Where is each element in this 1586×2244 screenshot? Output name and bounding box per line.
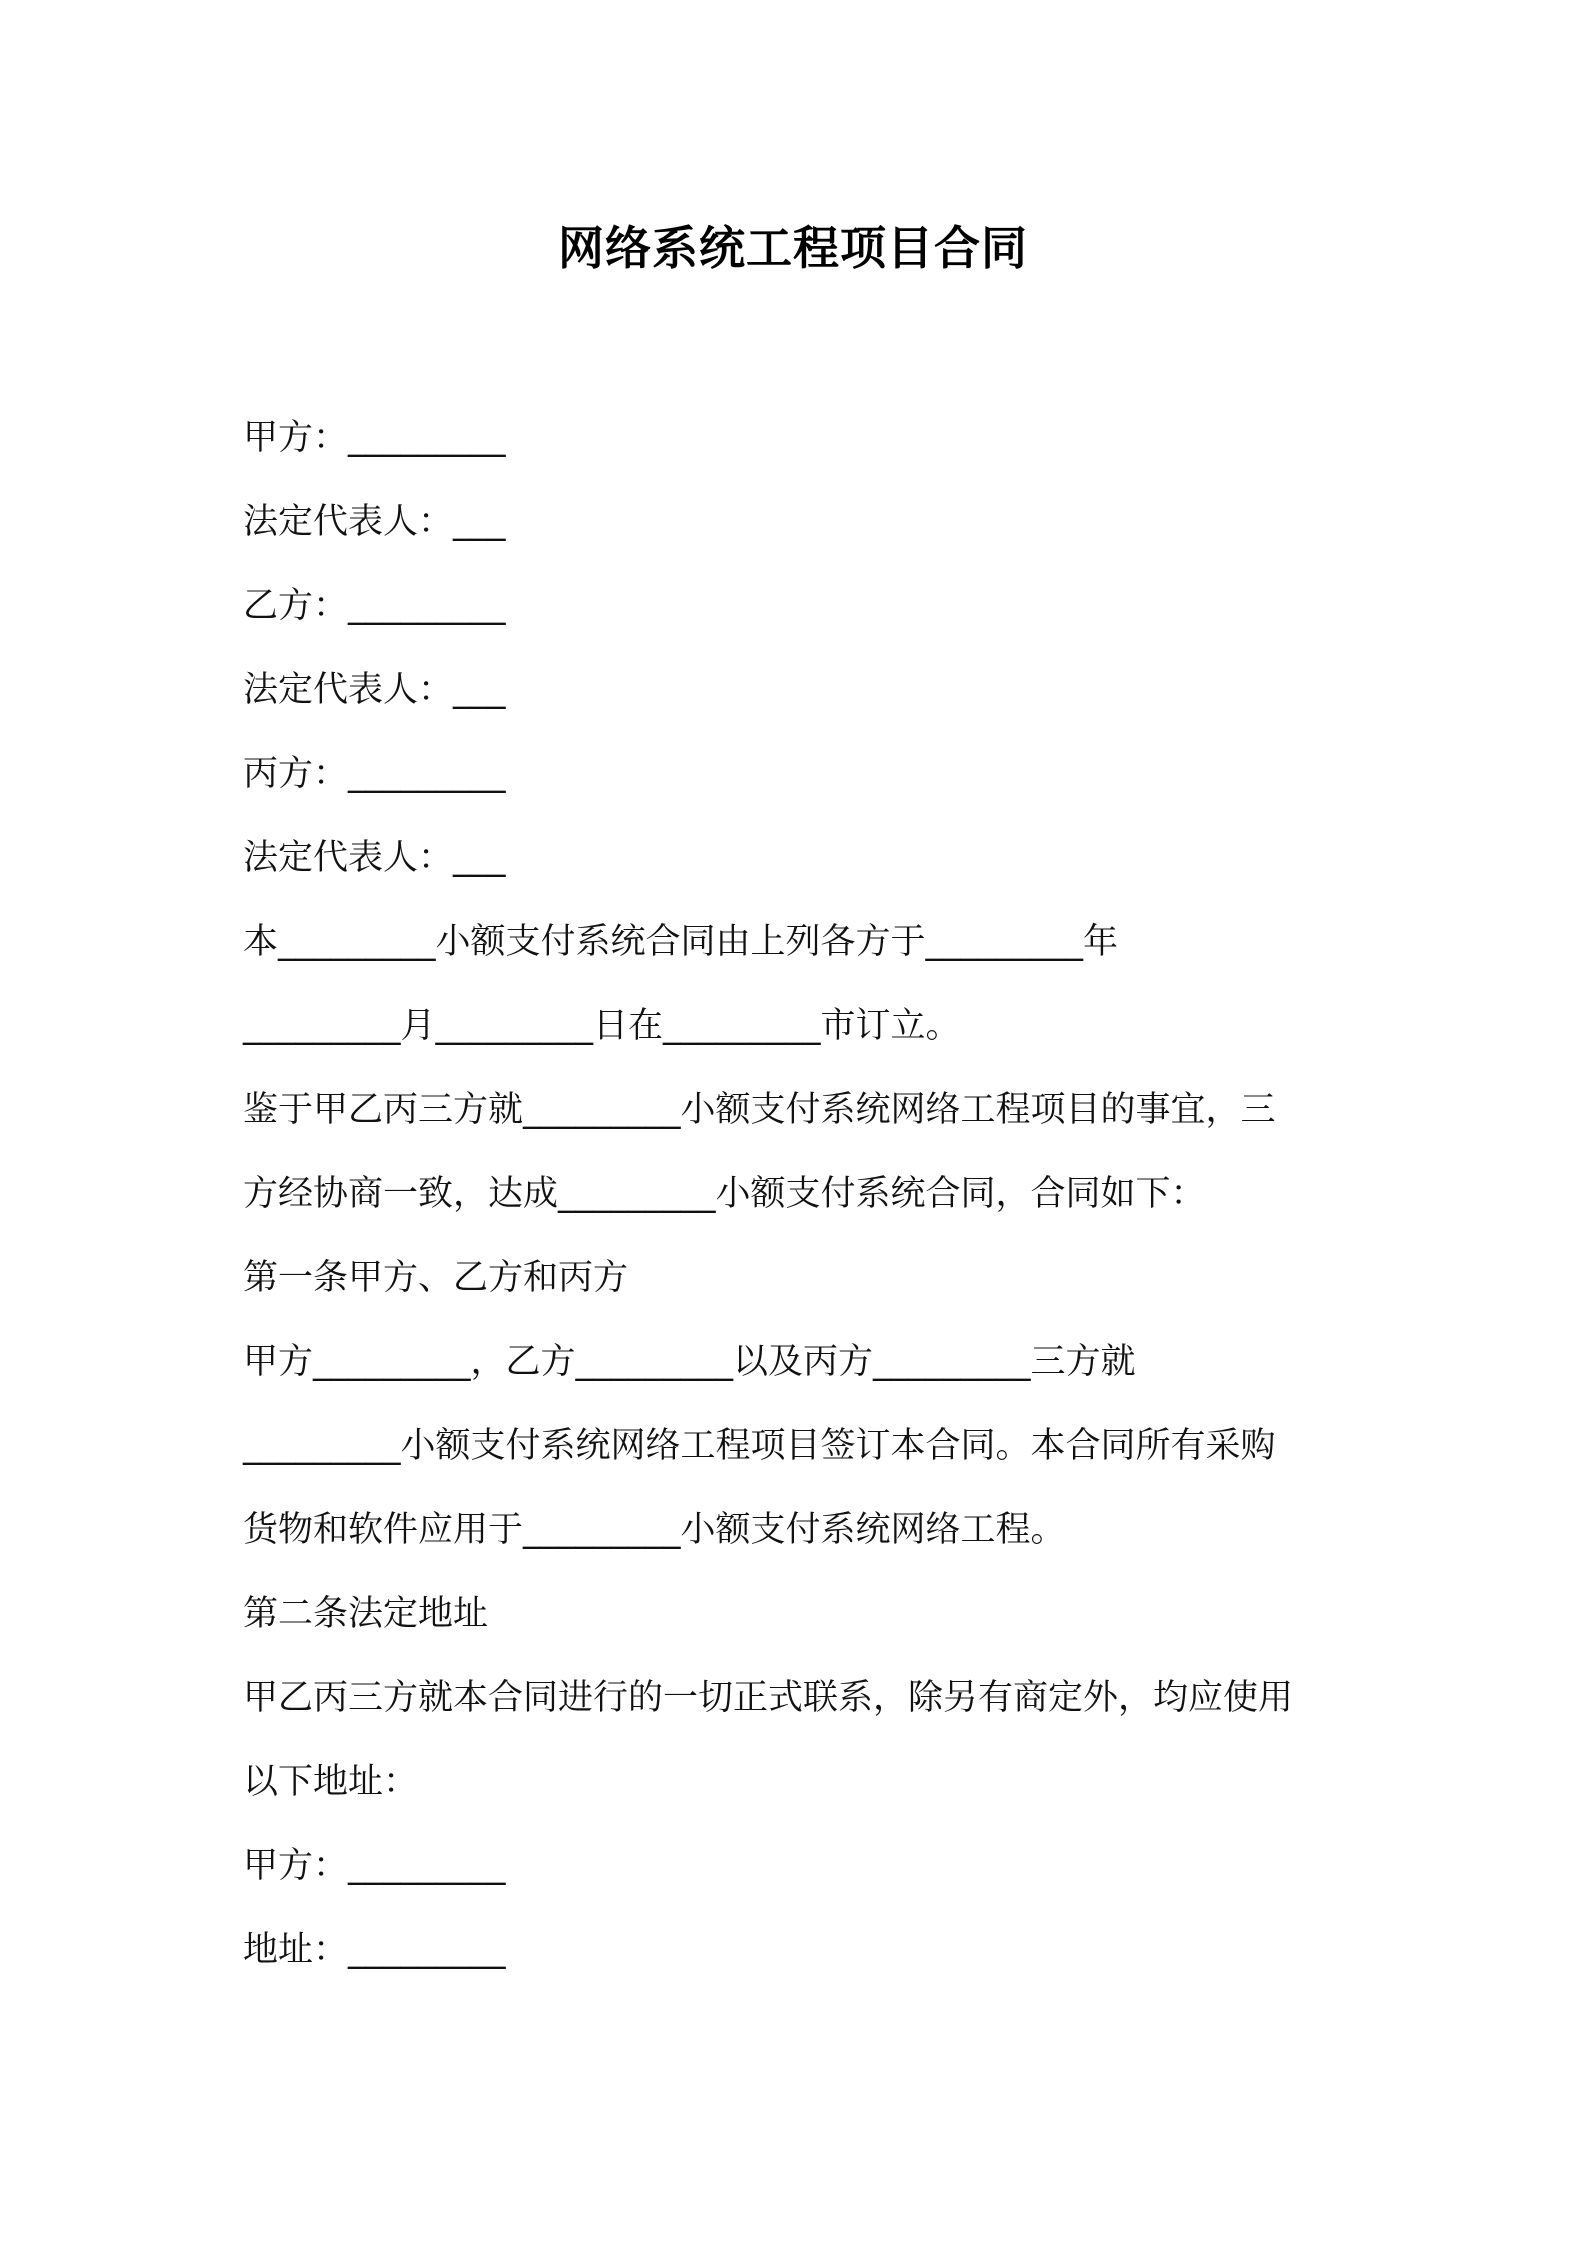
article-1-line-2: _________小额支付系统网络工程项目签订本合同。本合同所有采购 bbox=[243, 1426, 1276, 1466]
address-line: 地址：_________ bbox=[243, 1930, 506, 1970]
contract-date-line: 本_________小额支付系统合同由上列各方于_________年 bbox=[243, 922, 1119, 962]
party-b-representative-line: 法定代表人：___ bbox=[243, 670, 506, 710]
article-2-heading: 第二条法定地址 bbox=[243, 1594, 489, 1634]
preamble-line-1: 鉴于甲乙丙三方就_________小额支付系统网络工程项目的事宜，三 bbox=[243, 1090, 1276, 1130]
document-body bbox=[243, 408, 1353, 2004]
article-2-line-1: 甲乙丙三方就本合同进行的一切正式联系，除另有商定外，均应使用 bbox=[243, 1678, 1294, 1718]
preamble-line-2: 方经协商一致，达成_________小额支付系统合同，合同如下： bbox=[243, 1174, 1206, 1214]
article-1-line-3: 货物和软件应用于_________小额支付系统网络工程。 bbox=[243, 1510, 1066, 1550]
contract-place-line: _________月_________日在_________市订立。 bbox=[243, 1006, 961, 1046]
document-title: 网络系统工程项目合同 bbox=[558, 221, 1028, 275]
address-party-a-line: 甲方：_________ bbox=[243, 1846, 506, 1886]
party-c-representative-line: 法定代表人：___ bbox=[243, 838, 506, 878]
party-a-representative-line: 法定代表人：___ bbox=[243, 502, 506, 542]
party-a-line: 甲方：_________ bbox=[243, 418, 506, 458]
article-1-line-1: 甲方_________，乙方_________以及丙方_________三方就 bbox=[243, 1342, 1136, 1382]
article-2-line-2: 以下地址： bbox=[243, 1762, 419, 1802]
party-c-line: 丙方：_________ bbox=[243, 754, 506, 794]
party-b-line: 乙方：_________ bbox=[243, 586, 506, 626]
article-1-heading: 第一条甲方、乙方和丙方 bbox=[243, 1258, 629, 1298]
